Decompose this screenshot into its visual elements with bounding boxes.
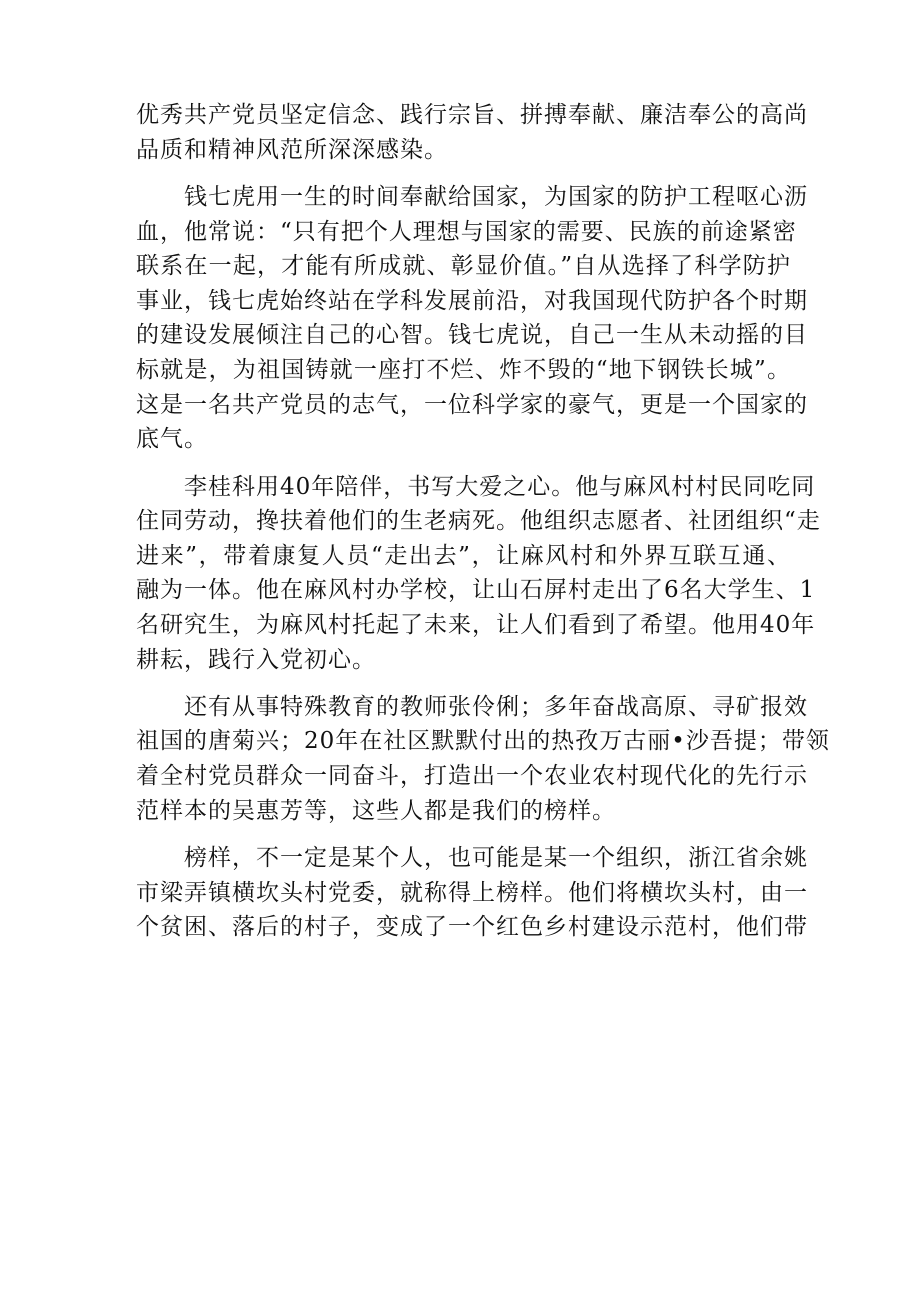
paragraph: [136, 180, 808, 457]
text-line: 住同劳动，搀扶着他们的生老病死。他组织志愿者、社团组织“走: [136, 508, 821, 535]
document-body: [136, 98, 830, 945]
text-line: 市梁弄镇横坎头村党委，就称得上榜样。他们将横坎头村，由一: [136, 879, 808, 906]
text-line: 耕耘，践行入党初心。: [136, 646, 376, 673]
text-line: 融为一体。他在麻风村办学校，让山石屏村走出了6名大学生、1: [136, 577, 816, 604]
text-line: 范样本的吴惠芳等，这些人都是我们的榜样。: [136, 797, 616, 824]
text-line: 进来”，带着康复人员“走出去”，让麻风村和外界互联互通、: [136, 542, 791, 569]
text-line: 联系在一起，才能有所成就、彰显价值。”自从选择了科学防护: [136, 253, 791, 280]
paragraph: [136, 470, 821, 678]
text-line: 品质和精神风范所深深感染。: [136, 136, 448, 163]
text-line: 优秀共产党员坚定信念、践行宗旨、拼搏奉献、廉洁奉公的高尚: [136, 102, 808, 128]
paragraph: [136, 690, 830, 828]
text-line: 榜样，不一定是某个人，也可能是某一个组织，浙江省余姚: [184, 845, 808, 872]
text-line: 血，他常说：“只有把个人理想与国家的需要、民族的前途紧密: [136, 218, 797, 245]
text-line: 这是一名共产党员的志气，一位科学家的豪气，更是一个国家的: [136, 391, 808, 418]
text-line: 个贫困、落后的村子，变成了一个红色乡村建设示范村，他们带: [136, 914, 808, 941]
paragraph: [136, 841, 808, 945]
text-line: 还有从事特殊教育的教师张伶俐；多年奋战高原、寻矿报效: [184, 693, 808, 720]
text-line: 事业，钱七虎始终站在学科发展前沿，对我国现代防护各个时期: [136, 287, 808, 314]
text-line: 底气。: [136, 426, 208, 453]
text-line: 标就是，为祖国铸就一座打不烂、炸不毁的“地下钢铁长城”。: [136, 356, 791, 383]
paragraph: [136, 98, 808, 167]
text-line: 李桂科用40年陪伴，书写大爱之心。他与麻风村村民同吃同: [184, 473, 816, 500]
text-line: 名研究生，为麻风村托起了未来，让人们看到了希望。他用40年: [136, 611, 816, 638]
text-line: 祖国的唐菊兴；20年在社区默默付出的热孜万古丽•沙吾提；带领: [136, 728, 830, 755]
text-line: 钱七虎用一生的时间奉献给国家，为国家的防护工程呕心沥: [184, 183, 808, 210]
text-line: 着全村党员群众一同奋斗，打造出一个农业农村现代化的先行示: [136, 763, 808, 790]
text-line: 的建设发展倾注自己的心智。钱七虎说，自己一生从未动摇的目: [136, 322, 808, 349]
